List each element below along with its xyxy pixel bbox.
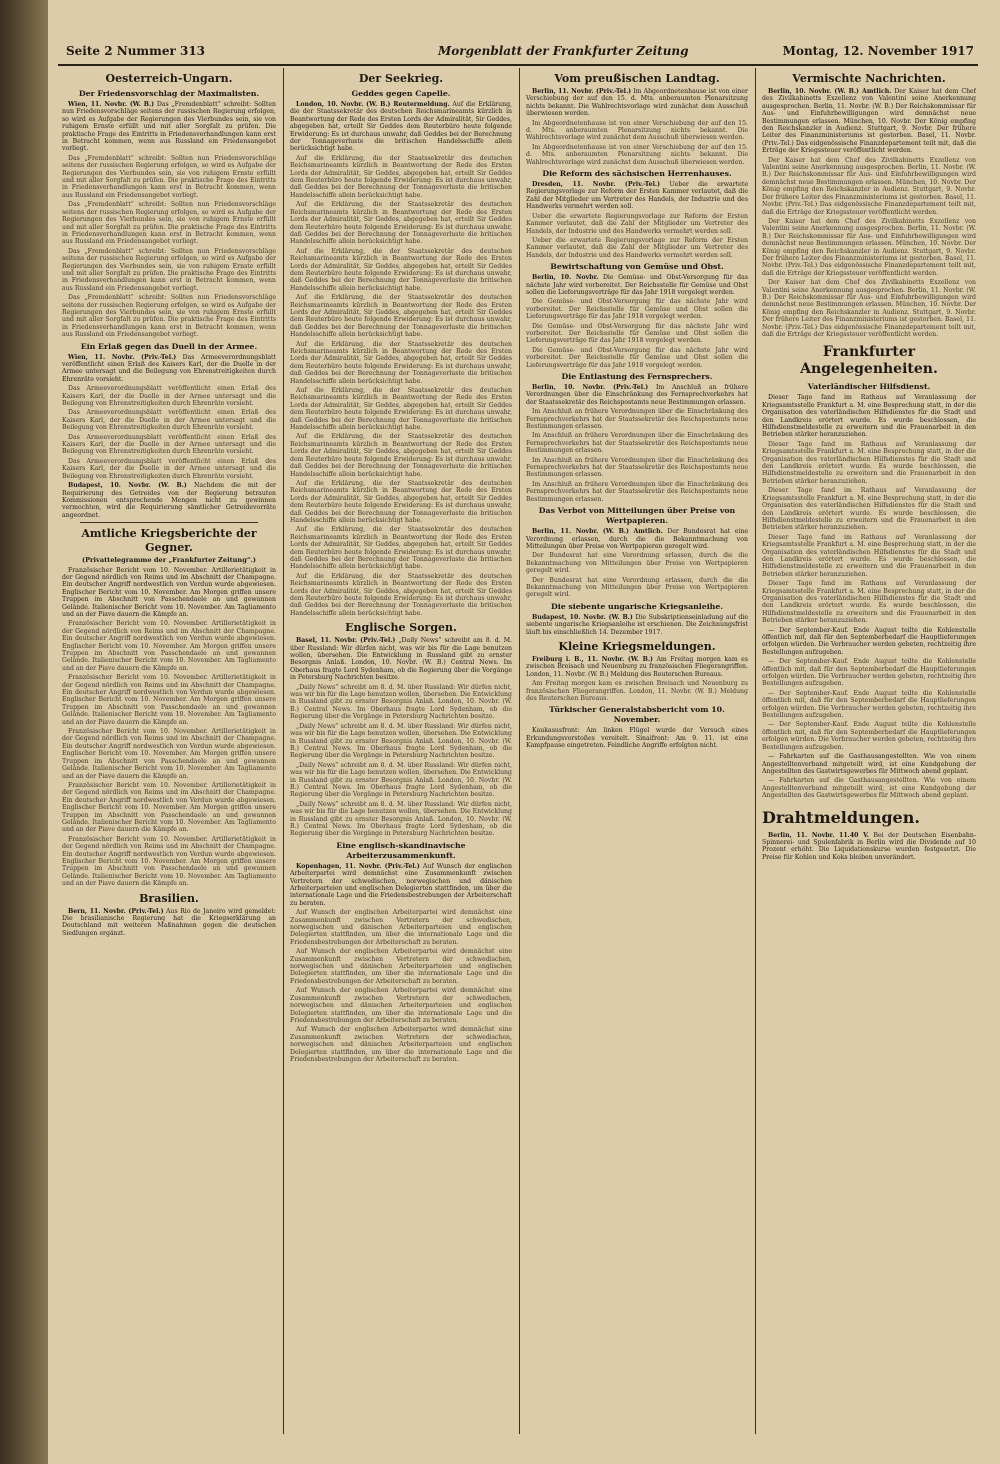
dateline: Dresden, 11. Novbr. (Priv.-Tel.) bbox=[532, 181, 661, 189]
article-text: Dieser Tage fand im Rathaus auf Veranlassung der Kriegsamtsstelle Frankfurt a. M. eine Besprechung statt, in der die Organisation des vaterländischen Hilfsdienstes für die Stadt und den Landkreis erörtert wurde. Es wurde beschlossen, die Hilfsdienstmeldestelle zu erweitern und die Frauenarbeit in den Betrieben stärker heranzuziehen. bbox=[762, 394, 976, 439]
headline-brazil: Brasilien. bbox=[139, 891, 199, 905]
column-2 bbox=[290, 68, 512, 1434]
book-binding bbox=[0, 0, 48, 1464]
article-text: Der Kaiser hat dem Chef des Zivilkabinetts Exzellenz von Valentini seine Anerkennung ausgesprochen. Berlin, 11. Novbr. (W. B.) Der Reichskommissar für Aus- und Einfuhrbewilligungen wird demnächst neue Bestimmungen erlassen. München, 10. Novbr. Der König empfing den Reichskanzler in Audienz. Stuttgart, 9. Novbr. Der frühere Leiter des Finanzministeriums ist gestorben. Basel, 11. Novbr. (Priv.-Tel.) Das eidgenössische Finanzdepartement teilt mit, daß die Erträge der Kriegssteuer veröffentlicht werden. bbox=[762, 88, 976, 155]
article-text: Auf die Erklärung, die der Staatssekretär des deutschen Reichsmarineamts kürzlich in Beantwortung der Rede des Ersten Lords der Admiralität, Sir Geddes, abgegeben hat, erteilt Sir Geddes dem Reuterbüro heute folgende Erwiderung: Es ist durchaus unwahr, daß Geddes bei der Berechnung der Tonnageverluste die britischen Handelsschiffe allein berücksichtigt habe. bbox=[290, 247, 512, 292]
article-text: Am Freitag morgen kam es zwischen Breisach und Neuenburg zu französischen Fliegerangriffen. London, 11. Novbr. (W. B.) Meldung des Reuterschen Bureaus. bbox=[526, 655, 748, 678]
article-text: Die Gemüse- und Obst-Versorgung für das nächste Jahr wird vorbereitet. Der Reichsstelle für Gemüse und Obst sollen die Lieferungsverträge für das Jahr 1918 vorgelegt werden. bbox=[526, 274, 748, 296]
article-text: Das „Fremdenblatt“ schreibt: Sollten nun Friedensvorschläge seitens der russischen Regierung erfolgen, so wird es Aufgabe der Regierungen des Vierbundes sein, sie von ruhigem Ernste erfüllt und mit aller Sorgfalt zu prüfen. Die praktische Frage des Eintritts in Friedensverhandlungen kann erst in Betracht kommen, wenn aus Russland ein Friedensangebot vorliegt. bbox=[62, 294, 276, 339]
article-text: Ueber die erwartete Regierungsvorlage zur Reform der Ersten Kammer verlautet, daß die Zahl der Mitglieder um Vertreter des Handels, der Industrie und des Handwerks vermehrt werden soll. bbox=[526, 236, 748, 259]
article-text: Französischer Bericht vom 10. November. Artillerietätigkeit in der Gegend nördlich von Reims und im Abschnitt der Champagne. Ein deutscher Angriff nordwestlich von Verdun wurde abgewiesen. Englischer Bericht vom 10. November. Am Morgen griffen unsere Truppen im Abschnitt von Passchendaele an und gewannen Gelände. Italienischer Bericht vom 10. November. Am Tagliamento und an der Piave dauern die Kämpfe an. bbox=[62, 620, 276, 672]
article-text: „Daily News“ schreibt am 8. d. M. über Russland: Wir dürfen nicht, was wir bis für die Lage benutzen wollen, übersehen. Die Entwicklung in Russland gibt zu ernster Besorgnis Anlaß. London, 10. Novbr. (W. B.) Central News. Im Oberhaus fragte Lord Sydenham, ob die Regierung über die Vorgänge in Petersburg Nachrichten besitze. bbox=[290, 761, 512, 799]
article-text: Dieser Tage fand im Rathaus auf Veranlassung der Kriegsamtsstelle Frankfurt a. M. eine Besprechung statt, in der die Organisation des vaterländischen Hilfsdienstes für die Stadt und den Landkreis erörtert wurde. Es wurde beschlossen, die Hilfsdienstmeldestelle zu erweitern und die Frauenarbeit in den Betrieben stärker heranzuziehen. bbox=[762, 580, 976, 625]
article-text: Das „Fremdenblatt“ schreibt: Sollten nun Friedensvorschläge seitens der russischen Regierung erfolgen, so wird es Aufgabe der Regierungen des Vierbundes sein, sie von ruhigem Ernste erfüllt und mit aller Sorgfalt zu prüfen. Die praktische Frage des Eintritts in Friedensverhandlungen kann erst in Betracht kommen, wenn aus Russland ein Friedensangebot vorliegt. bbox=[62, 247, 276, 292]
headline-duel: Ein Erlaß gegen das Duell in der Armee. bbox=[80, 341, 258, 351]
article-text: Auf die Erklärung, die der Staatssekretär des deutschen Reichsmarineamts kürzlich in Beantwortung der Rede des Ersten Lords der Admiralität, Sir Geddes, abgegeben hat, erteilt Sir Geddes dem Reuterbüro heute folgende Erwiderung: Es ist durchaus unwahr, daß Geddes bei der Berechnung der Tonnageverluste die britischen Handelsschiffe allein berücksichtigt habe. bbox=[290, 572, 512, 617]
divider bbox=[80, 522, 258, 523]
dateline: Bern, 11. Novbr. (Priv.-Tel.) bbox=[68, 907, 164, 915]
article-text: Im Anschluß an frühere Verordnungen über die Einschränkung des Fernsprechverkehrs hat der Staatssekretär des Reichspostamts neue Bestimmungen erlassen. bbox=[526, 480, 748, 503]
headline-wire-reports: Drahtmeldungen. bbox=[762, 807, 920, 827]
article-text: Das „Fremdenblatt“ schreibt: Sollten nun Friedensvorschläge seitens der russischen Regierung erfolgen, so wird es Aufgabe der Regierungen des Vierbundes sein, sie von ruhigem Ernste erfüllt und mit aller Sorgfalt zu prüfen. Die praktische Frage des Eintritts in Friedensverhandlungen kann erst in Betracht kommen, wenn aus Russland ein Friedensangebot vorliegt. bbox=[62, 154, 276, 199]
subheadline-geddes: Geddes gegen Capelle. bbox=[351, 89, 451, 98]
subheadline-telegrams: (Privattelegramme der „Frankfurter Zeitung“.) bbox=[81, 556, 257, 565]
article-text: Im Abgeordnetenhause ist von einer Verschiebung der auf den 15. d. Mts. anberaumten Plenarsitzung nichts bekannt. Die Wahlrechtsvorlage wird zunächst dem Ausschuß überwiesen werden. bbox=[526, 119, 748, 142]
dateline: Berlin, 10. Novbr. (Priv.-Tel.) bbox=[532, 384, 649, 391]
article-text: Französischer Bericht vom 10. November. Artillerietätigkeit in der Gegend nördlich von Reims und im Abschnitt der Champagne. Ein deutscher Angriff nordwestlich von Verdun wurde abgewiesen. Englischer Bericht vom 10. November. Am Morgen griffen unsere Truppen im Abschnitt von Passchendaele an und gewannen Gelände. Italienischer Bericht vom 10. November. Am Tagliamento und an der Piave dauern die Kämpfe an. bbox=[62, 674, 276, 726]
article-text: Im Abgeordnetenhause ist von einer Verschiebung der auf den 15. d. Mts. anberaumten Plenarsitzung nichts bekannt. Die Wahlrechtsvorlage wird zunächst dem Ausschuß überwiesen werden. bbox=[526, 143, 748, 166]
article-text: „Daily News“ schreibt am 8. d. M. über Russland: Wir dürfen nicht, was wir bis für die Lage benutzen wollen, übersehen. Die Entwicklung in Russland gibt zu ernster Besorgnis Anlaß. London, 10. Novbr. (W. B.) Central News. Im Oberhaus fragte Lord Sydenham, ob die Regierung über die Vorgänge in Petersburg Nachrichten besitze. bbox=[290, 800, 512, 838]
article-text: Die Gemüse- und Obst-Versorgung für das nächste Jahr wird vorbereitet. Der Reichsstelle für Gemüse und Obst sollen die Lieferungsverträge für das Jahr 1918 vorgelegt werden. bbox=[526, 322, 748, 345]
article-text: Ueber die erwartete Regierungsvorlage zur Reform der Ersten Kammer verlautet, daß die Zahl der Mitglieder um Vertreter des Handels, der Industrie und des Handwerks vermehrt werden soll. bbox=[526, 181, 748, 211]
dateline: Freiburg i. B., 11. Novbr. (W. B.) bbox=[532, 655, 653, 663]
article-text: Kaukasusfront: Am linken Flügel wurde der Versuch eines Erkundungsvorstoßes vereitelt. Sinaifront: Am 9. 11. ist eine Kampfpause eingetreten. Feindliche Angriffe erfolgten nicht. bbox=[526, 727, 748, 750]
column-rule bbox=[283, 68, 284, 1434]
dateline: Wien, 11. Novbr. (Priv.-Tel.) bbox=[68, 353, 177, 361]
headline-miscellaneous: Vermischte Nachrichten. bbox=[792, 72, 946, 85]
headline-war-reports: Amtliche Kriegsberichte der Gegner. bbox=[81, 527, 257, 555]
dateline: Berlin, 11. Novbr. (Priv.-Tel.) bbox=[532, 88, 632, 95]
headline-vegetables: Bewirtschaftung von Gemüse und Obst. bbox=[550, 262, 724, 272]
dateline: Berlin, 11. Novbr. (W. B.) Amtlich. bbox=[532, 528, 663, 536]
headline-telephone: Die Entlastung des Fernsprechers. bbox=[561, 372, 713, 381]
headline-securities-ban: Das Verbot von Mitteilungen über Preise von Wertpapieren. bbox=[538, 506, 736, 526]
article-text: Das Armeeverordnungsblatt veröffentlicht einen Erlaß des Kaisers Karl, der die Duelle in der Armee untersagt und die Beilegung von Ehrenstreitigkeiten durch Ehrenräte vorsieht. bbox=[62, 409, 276, 432]
article-text: Das Armeeverordnungsblatt veröffentlicht einen Erlaß des Kaisers Karl, der die Duelle in der Armee untersagt und die Beilegung von Ehrenstreitigkeiten durch Ehrenräte vorsieht. bbox=[62, 353, 276, 383]
column-4 bbox=[762, 68, 976, 1434]
dateline: Wien, 11. Novbr. (W. B.) bbox=[68, 101, 155, 108]
headline-prussian-landtag: Vom preußischen Landtag. bbox=[554, 72, 720, 85]
headline-austria: Oesterreich-Ungarn. bbox=[105, 72, 233, 85]
article-text: Auf die Erklärung, die der Staatssekretär des deutschen Reichsmarineamts kürzlich in Beantwortung der Rede des Ersten Lords der Admiralität, Sir Geddes, abgegeben hat, erteilt Sir Geddes dem Reuterbüro heute folgende Erwiderung: Es ist durchaus unwahr, daß Geddes bei der Berechnung der Tonnageverluste die britischen Handelsschiffe allein berücksichtigt habe. bbox=[290, 101, 512, 153]
article-text: Auf die Erklärung, die der Staatssekretär des deutschen Reichsmarineamts kürzlich in Beantwortung der Rede des Ersten Lords der Admiralität, Sir Geddes, abgegeben hat, erteilt Sir Geddes dem Reuterbüro heute folgende Erwiderung: Es ist durchaus unwahr, daß Geddes bei der Berechnung der Tonnageverluste die britischen Handelsschiffe allein berücksichtigt habe. bbox=[290, 387, 512, 432]
dateline: Kopenhagen, 11. Novbr. (Priv.-Tel.) bbox=[296, 862, 420, 870]
article-text: Auf Wunsch der englischen Arbeiterpartei wird demnächst eine Zusammenkunft zwischen Vertretern der schwedischen, norwegischen und dänischen Arbeiterparteien und englischen Delegierten stattfinden, um über die internationale Lage und die Friedensbestrebungen der Arbeiterschaft zu beraten. bbox=[290, 948, 512, 985]
article-text: Im Anschluß an frühere Verordnungen über die Einschränkung des Fernsprechverkehrs hat der Staatssekretär des Reichspostamts neue Bestimmungen erlassen. bbox=[526, 432, 748, 455]
headline-turkish-report: Türkischer Generalstabsbericht vom 10. November. bbox=[549, 705, 725, 725]
article-text: Auf die Erklärung, die der Staatssekretär des deutschen Reichsmarineamts kürzlich in Beantwortung der Rede des Ersten Lords der Admiralität, Sir Geddes, abgegeben hat, erteilt Sir Geddes dem Reuterbüro heute folgende Erwiderung: Es ist durchaus unwahr, daß Geddes bei der Berechnung der Tonnageverluste die britischen Handelsschiffe allein berücksichtigt habe. bbox=[290, 154, 512, 199]
column-1 bbox=[62, 68, 276, 1434]
article-text: Der Kaiser hat dem Chef des Zivilkabinetts Exzellenz von Valentini seine Anerkennung ausgesprochen. Berlin, 11. Novbr. (W. B.) Der Reichskommissar für Aus- und Einfuhrbewilligungen wird demnächst neue Bestimmungen erlassen. München, 10. Novbr. Der König empfing den Reichskanzler in Audienz. Stuttgart, 9. Novbr. Der frühere Leiter des Finanzministeriums ist gestorben. Basel, 11. Novbr. (Priv.-Tel.) Das eidgenössische Finanzdepartement teilt mit, daß die Erträge der Kriegssteuer veröffentlicht werden. bbox=[762, 279, 976, 338]
article-text: Im Anschluß an frühere Verordnungen über die Einschränkung des Fernsprechverkehrs hat der Staatssekretär des Reichspostamts neue Bestimmungen erlassen. bbox=[526, 384, 748, 406]
article-text: — Der September-Kauf. Ende August teilte die Kohlenstelle öffentlich mit, daß für den Septemberbedarf die Hauptlieferungen erfolgen würden. Die Verbraucher werden gebeten, rechtzeitig ihre Bestellungen aufzugeben. bbox=[762, 689, 976, 720]
article-text: Das „Fremdenblatt“ schreibt: Sollten nun Friedensvorschläge seitens der russischen Regierung erfolgen, so wird es Aufgabe der Regierungen des Vierbundes sein, sie von ruhigem Ernste erfüllt und mit aller Sorgfalt zu prüfen. Die praktische Frage des Eintritts in Friedensverhandlungen kann erst in Betracht kommen, wenn aus Russland ein Friedensangebot vorliegt. bbox=[62, 101, 276, 153]
headline-naval-war: Der Seekrieg. bbox=[358, 72, 444, 85]
article-text: Französischer Bericht vom 10. November. Artillerietätigkeit in der Gegend nördlich von Reims und im Abschnitt der Champagne. Ein deutscher Angriff nordwestlich von Verdun wurde abgewiesen. Englischer Bericht vom 10. November. Am Morgen griffen unsere Truppen im Abschnitt von Passchendaele an und gewannen Gelände. Italienischer Bericht vom 10. November. Am Tagliamento und an der Piave dauern die Kämpfe an. bbox=[62, 835, 276, 888]
dateline: Berlin, 10. Novbr. (W. B.) Amtlich. bbox=[768, 88, 892, 95]
headline-frankfurt-affairs: Frankfurter Angelegenheiten. bbox=[800, 344, 938, 378]
headline-scandinavian-meeting: Eine englisch-skandinavische Arbeiterzusammenkunft. bbox=[336, 840, 466, 860]
article-text: Der Kaiser hat dem Chef des Zivilkabinetts Exzellenz von Valentini seine Anerkennung ausgesprochen. Berlin, 11. Novbr. (W. B.) Der Reichskommissar für Aus- und Einfuhrbewilligungen wird demnächst neue Bestimmungen erlassen. München, 10. Novbr. Der König empfing den Reichskanzler in Audienz. Stuttgart, 9. Novbr. Der frühere Leiter des Finanzministeriums ist gestorben. Basel, 11. Novbr. (Priv.-Tel.) Das eidgenössische Finanzdepartement teilt mit, daß die Erträge der Kriegssteuer veröffentlicht werden. bbox=[762, 156, 976, 216]
article-text: Das Armeeverordnungsblatt veröffentlicht einen Erlaß des Kaisers Karl, der die Duelle in der Armee untersagt und die Beilegung von Ehrenstreitigkeiten durch Ehrenräte vorsieht. bbox=[62, 433, 276, 456]
article-text: Der Bundesrat hat eine Verordnung erlassen, durch die die Bekanntmachung von Mitteilungen über Preise von Wertpapieren geregelt wird. bbox=[526, 528, 748, 550]
article-text: Auf Wunsch der englischen Arbeiterpartei wird demnächst eine Zusammenkunft zwischen Vertretern der schwedischen, norwegischen und dänischen Arbeiterparteien und englischen Delegierten stattfinden, um über die internationale Lage und die Friedensbestrebungen der Arbeiterschaft zu beraten. bbox=[290, 987, 512, 1024]
column-3 bbox=[526, 68, 748, 1434]
article-text: Dieser Tage fand im Rathaus auf Veranlassung der Kriegsamtsstelle Frankfurt a. M. eine Besprechung statt, in der die Organisation des vaterländischen Hilfsdienstes für die Stadt und den Landkreis erörtert wurde. Es wurde beschlossen, die Hilfsdienstmeldestelle zu erweitern und die Frauenarbeit in den Betrieben stärker heranzuziehen. bbox=[762, 533, 976, 578]
article-text: Die Subskriptionseinladung auf die siebente ungarische Kriegsanleihe ist erschienen. Die Zeichnungsfrist läuft bis einschließlich 14. Dezember 1917. bbox=[526, 613, 748, 636]
article-text: Auf Wunsch der englischen Arbeiterpartei wird demnächst eine Zusammenkunft zwischen Vertretern der schwedischen, norwegischen und dänischen Arbeiterparteien und englischen Delegierten stattfinden, um über die internationale Lage und die Friedensbestrebungen der Arbeiterschaft zu beraten. bbox=[290, 862, 512, 907]
article-text: Auf die Erklärung, die der Staatssekretär des deutschen Reichsmarineamts kürzlich in Beantwortung der Rede des Ersten Lords der Admiralität, Sir Geddes, abgegeben hat, erteilt Sir Geddes dem Reuterbüro heute folgende Erwiderung: Es ist durchaus unwahr, daß Geddes bei der Berechnung der Tonnageverluste die britischen Handelsschiffe allein berücksichtigt habe. bbox=[290, 479, 512, 524]
article-text: Auf Wunsch der englischen Arbeiterpartei wird demnächst eine Zusammenkunft zwischen Vertretern der schwedischen, norwegischen und dänischen Arbeiterparteien und englischen Delegierten stattfinden, um über die internationale Lage und die Friedensbestrebungen der Arbeiterschaft zu beraten. bbox=[290, 909, 512, 946]
article-text: „Daily News“ schreibt am 8. d. M. über Russland: Wir dürfen nicht, was wir bis für die Lage benutzen wollen, übersehen. Die Entwicklung in Russland gibt zu ernster Besorgnis Anlaß. London, 10. Novbr. (W. B.) Central News. Im Oberhaus fragte Lord Sydenham, ob die Regierung über die Vorgänge in Petersburg Nachrichten besitze. bbox=[290, 637, 512, 682]
dateline: London, 10. Novbr. (W. B.) Reutermeldung. bbox=[296, 101, 450, 108]
dateline: Budapest, 10. Novbr. (W. B.) bbox=[68, 482, 187, 490]
article-text: Das Armeeverordnungsblatt veröffentlicht einen Erlaß des Kaisers Karl, der die Duelle in der Armee untersagt und die Beilegung von Ehrenstreitigkeiten durch Ehrenräte vorsieht. bbox=[62, 457, 276, 480]
article-text: — Der September-Kauf. Ende August teilte die Kohlenstelle öffentlich mit, daß für den Septemberbedarf die Hauptlieferungen erfolgen würden. Die Verbraucher werden gebeten, rechtzeitig ihre Bestellungen aufzugeben. bbox=[762, 721, 976, 751]
headline-war-news: Kleine Kriegsmeldungen. bbox=[558, 639, 716, 653]
headline-english-worries: Englische Sorgen. bbox=[345, 621, 457, 635]
article-text: Auf Wunsch der englischen Arbeiterpartei wird demnächst eine Zusammenkunft zwischen Vertretern der schwedischen, norwegischen und dänischen Arbeiterparteien und englischen Delegierten stattfinden, um über die internationale Lage und die Friedensbestrebungen der Arbeiterschaft zu beraten. bbox=[290, 1026, 512, 1063]
article-text: Auf die Erklärung, die der Staatssekretär des deutschen Reichsmarineamts kürzlich in Beantwortung der Rede des Ersten Lords der Admiralität, Sir Geddes, abgegeben hat, erteilt Sir Geddes dem Reuterbüro heute folgende Erwiderung: Es ist durchaus unwahr, daß Geddes bei der Berechnung der Tonnageverluste die britischen Handelsschiffe allein berücksichtigt habe. bbox=[290, 526, 512, 571]
article-text: Am Freitag morgen kam es zwischen Breisach und Neuenburg zu französischen Fliegerangriffen. London, 11. Novbr. (W. B.) Meldung des Reuterschen Bureaus. bbox=[526, 680, 748, 702]
article-text: Dieser Tage fand im Rathaus auf Veranlassung der Kriegsamtsstelle Frankfurt a. M. eine Besprechung statt, in der die Organisation des vaterländischen Hilfsdienstes für die Stadt und den Landkreis erörtert wurde. Es wurde beschlossen, die Hilfsdienstmeldestelle zu erweitern und die Frauenarbeit in den Betrieben stärker heranzuziehen. bbox=[762, 487, 976, 532]
article-text: — Der September-Kauf. Ende August teilte die Kohlenstelle öffentlich mit, daß für den Septemberbedarf die Hauptlieferungen erfolgen würden. Die Verbraucher werden gebeten, rechtzeitig ihre Bestellungen aufzugeben. bbox=[762, 658, 976, 688]
column-rule bbox=[519, 68, 520, 1434]
dateline: Budapest, 10. Novbr. (W. B.) bbox=[532, 613, 633, 621]
article-text: Im Anschluß an frühere Verordnungen über die Einschränkung des Fernsprechverkehrs hat der Staatssekretär des Reichspostamts neue Bestimmungen erlassen. bbox=[526, 456, 748, 479]
article-text: — Fahrkarten auf die Gasthausangestellten. Wie von einem Angestelltenverband mitgeteilt wird, ist eine Kundgebung der Angestellten des Gastwirtsgewerbes für Mittwoch abend geplant. bbox=[762, 753, 976, 775]
article-text: Bei der Deutschen Eisenbahn-Spinnerei- und Spulenfabrik in Berlin wird die Dividende auf 10 Prozent erhöht. Die Liquidationskurse wurden festgesetzt. Die Preise für Kohlen und Koks bleiben unverändert. bbox=[762, 831, 976, 861]
article-text: Im Abgeordnetenhause ist von einer Verschiebung der auf den 15. d. Mts. anberaumten Plenarsitzung nichts bekannt. Die Wahlrechtsvorlage wird zunächst dem Ausschuß überwiesen werden. bbox=[526, 88, 748, 118]
column-rule bbox=[755, 68, 756, 1434]
issue-date: Montag, 12. November 1917 bbox=[782, 44, 974, 58]
dateline: Berlin, 10. Novbr. bbox=[532, 274, 599, 282]
newspaper-title: Morgenblatt der Frankfurter Zeitung bbox=[438, 44, 689, 58]
article-text: Der Bundesrat hat eine Verordnung erlassen, durch die die Bekanntmachung von Mitteilungen über Preise von Wertpapieren geregelt wird. bbox=[526, 576, 748, 599]
article-text: Im Anschluß an frühere Verordnungen über die Einschränkung des Fernsprechverkehrs hat der Staatssekretär des Reichspostamts neue Bestimmungen erlassen. bbox=[526, 408, 748, 431]
article-text: Das Armeeverordnungsblatt veröffentlicht einen Erlaß des Kaisers Karl, der die Duelle in der Armee untersagt und die Beilegung von Ehrenstreitigkeiten durch Ehrenräte vorsieht. bbox=[62, 385, 276, 408]
dateline: Basel, 11. Novbr. (Priv.-Tel.) bbox=[296, 637, 396, 645]
subheadline-maximalists: Der Friedensvorschlag der Maximalisten. bbox=[78, 89, 260, 98]
article-text: Auf die Erklärung, die der Staatssekretär des deutschen Reichsmarineamts kürzlich in Beantwortung der Rede des Ersten Lords der Admiralität, Sir Geddes, abgegeben hat, erteilt Sir Geddes dem Reuterbüro heute folgende Erwiderung: Es ist durchaus unwahr, daß Geddes bei der Berechnung der Tonnageverluste die britischen Handelsschiffe allein berücksichtigt habe. bbox=[290, 340, 512, 385]
article-text: — Der September-Kauf. Ende August teilte die Kohlenstelle öffentlich mit, daß für den Septemberbedarf die Hauptlieferungen erfolgen würden. Die Verbraucher werden gebeten, rechtzeitig ihre Bestellungen aufzugeben. bbox=[762, 626, 976, 656]
article-text: Dieser Tage fand im Rathaus auf Veranlassung der Kriegsamtsstelle Frankfurt a. M. eine Besprechung statt, in der die Organisation des vaterländischen Hilfsdienstes für die Stadt und den Landkreis erörtert wurde. Es wurde beschlossen, die Hilfsdienstmeldestelle zu erweitern und die Frauenarbeit in den Betrieben stärker heranzuziehen. bbox=[762, 440, 976, 485]
page-number: Seite 2 Nummer 313 bbox=[66, 44, 206, 58]
article-text: — Fahrkarten auf die Gasthausangestellten. Wie von einem Angestelltenverband mitgeteilt wird, ist eine Kundgebung der Angestellten des Gastwirtsgewerbes für Mittwoch abend geplant. bbox=[762, 777, 976, 800]
article-text: Ueber die erwartete Regierungsvorlage zur Reform der Ersten Kammer verlautet, daß die Zahl der Mitglieder um Vertreter des Handels, der Industrie und des Handwerks vermehrt werden soll. bbox=[526, 212, 748, 235]
article-text: Französischer Bericht vom 10. November. Artillerietätigkeit in der Gegend nördlich von Reims und im Abschnitt der Champagne. Ein deutscher Angriff nordwestlich von Verdun wurde abgewiesen. Englischer Bericht vom 10. November. Am Morgen griffen unsere Truppen im Abschnitt von Passchendaele an und gewannen Gelände. Italienischer Bericht vom 10. November. Am Tagliamento und an der Piave dauern die Kämpfe an. bbox=[62, 728, 276, 780]
article-text: Nachdem die mit der Requirierung des Getreides von der Regierung betrauten Kommissionen entsprechende Mengen nicht zu gewinnen vermochten, wird die Requirierung sämtlicher Getreidevorräte angeordnet. bbox=[62, 482, 276, 519]
article-text: Das „Fremdenblatt“ schreibt: Sollten nun Friedensvorschläge seitens der russischen Regierung erfolgen, so wird es Aufgabe der Regierungen des Vierbundes sein, sie von ruhigem Ernste erfüllt und mit aller Sorgfalt zu prüfen. Die praktische Frage des Eintritts in Friedensverhandlungen kann erst in Betracht kommen, wenn aus Russland ein Friedensangebot vorliegt. bbox=[62, 201, 276, 246]
article-text: Auf die Erklärung, die der Staatssekretär des deutschen Reichsmarineamts kürzlich in Beantwortung der Rede des Ersten Lords der Admiralität, Sir Geddes, abgegeben hat, erteilt Sir Geddes dem Reuterbüro heute folgende Erwiderung: Es ist durchaus unwahr, daß Geddes bei der Berechnung der Tonnageverluste die britischen Handelsschiffe allein berücksichtigt habe. bbox=[290, 201, 512, 246]
headline-saxon-reform: Die Reform des sächsischen Herrenhauses. bbox=[542, 169, 732, 179]
article-text: Französischer Bericht vom 10. November. Artillerietätigkeit in der Gegend nördlich von Reims und im Abschnitt der Champagne. Ein deutscher Angriff nordwestlich von Verdun wurde abgewiesen. Englischer Bericht vom 10. November. Am Morgen griffen unsere Truppen im Abschnitt von Passchendaele an und gewannen Gelände. Italienischer Bericht vom 10. November. Am Tagliamento und an der Piave dauern die Kämpfe an. bbox=[62, 566, 276, 618]
article-text: Der Kaiser hat dem Chef des Zivilkabinetts Exzellenz von Valentini seine Anerkennung ausgesprochen. Berlin, 11. Novbr. (W. B.) Der Reichskommissar für Aus- und Einfuhrbewilligungen wird demnächst neue Bestimmungen erlassen. München, 10. Novbr. Der König empfing den Reichskanzler in Audienz. Stuttgart, 9. Novbr. Der frühere Leiter des Finanzministeriums ist gestorben. Basel, 11. Novbr. (Priv.-Tel.) Das eidgenössische Finanzdepartement teilt mit, daß die Erträge der Kriegssteuer veröffentlicht werden. bbox=[762, 217, 976, 277]
article-text: „Daily News“ schreibt am 8. d. M. über Russland: Wir dürfen nicht, was wir bis für die Lage benutzen wollen, übersehen. Die Entwicklung in Russland gibt zu ernster Besorgnis Anlaß. London, 10. Novbr. (W. B.) Central News. Im Oberhaus fragte Lord Sydenham, ob die Regierung über die Vorgänge in Petersburg Nachrichten besitze. bbox=[290, 683, 512, 721]
dateline: Berlin, 11. Novbr. 11.40 V. bbox=[768, 831, 869, 839]
article-text: Der Bundesrat hat eine Verordnung erlassen, durch die die Bekanntmachung von Mitteilungen über Preise von Wertpapieren geregelt wird. bbox=[526, 552, 748, 575]
headline-war-loan: Die siebente ungarische Kriegsanleihe. bbox=[550, 601, 724, 611]
article-text: Französischer Bericht vom 10. November. Artillerietätigkeit in der Gegend nördlich von Reims und im Abschnitt der Champagne. Ein deutscher Angriff nordwestlich von Verdun wurde abgewiesen. Englischer Bericht vom 10. November. Am Morgen griffen unsere Truppen im Abschnitt von Passchendaele an und gewannen Gelände. Italienischer Bericht vom 10. November. Am Tagliamento und an der Piave dauern die Kämpfe an. bbox=[62, 781, 276, 834]
article-text: „Daily News“ schreibt am 8. d. M. über Russland: Wir dürfen nicht, was wir bis für die Lage benutzen wollen, übersehen. Die Entwicklung in Russland gibt zu ernster Besorgnis Anlaß. London, 10. Novbr. (W. B.) Central News. Im Oberhaus fragte Lord Sydenham, ob die Regierung über die Vorgänge in Petersburg Nachrichten besitze. bbox=[290, 722, 512, 760]
article-text: Auf die Erklärung, die der Staatssekretär des deutschen Reichsmarineamts kürzlich in Beantwortung der Rede des Ersten Lords der Admiralität, Sir Geddes, abgegeben hat, erteilt Sir Geddes dem Reuterbüro heute folgende Erwiderung: Es ist durchaus unwahr, daß Geddes bei der Berechnung der Tonnageverluste die britischen Handelsschiffe allein berücksichtigt habe. bbox=[290, 433, 512, 478]
article-text: Die Gemüse- und Obst-Versorgung für das nächste Jahr wird vorbereitet. Der Reichsstelle für Gemüse und Obst sollen die Lieferungsverträge für das Jahr 1918 vorgelegt werden. bbox=[526, 298, 748, 321]
article-text: Aus Rio de Janeiro wird gemeldet: Die brasilianische Regierung hat die Kriegserklärung an Deutschland mit weiteren Maßnahmen gegen die deutschen Siedlungen ergänzt. bbox=[62, 907, 276, 937]
masthead bbox=[58, 40, 978, 66]
subheadline-hilfsdienst: Vaterländischer Hilfsdienst. bbox=[807, 382, 931, 392]
article-text: Die Gemüse- und Obst-Versorgung für das nächste Jahr wird vorbereitet. Der Reichsstelle für Gemüse und Obst sollen die Lieferungsverträge für das Jahr 1918 vorgelegt werden. bbox=[526, 346, 748, 369]
article-text: Auf die Erklärung, die der Staatssekretär des deutschen Reichsmarineamts kürzlich in Beantwortung der Rede des Ersten Lords der Admiralität, Sir Geddes, abgegeben hat, erteilt Sir Geddes dem Reuterbüro heute folgende Erwiderung: Es ist durchaus unwahr, daß Geddes bei der Berechnung der Tonnageverluste die britischen Handelsschiffe allein berücksichtigt habe. bbox=[290, 294, 512, 339]
